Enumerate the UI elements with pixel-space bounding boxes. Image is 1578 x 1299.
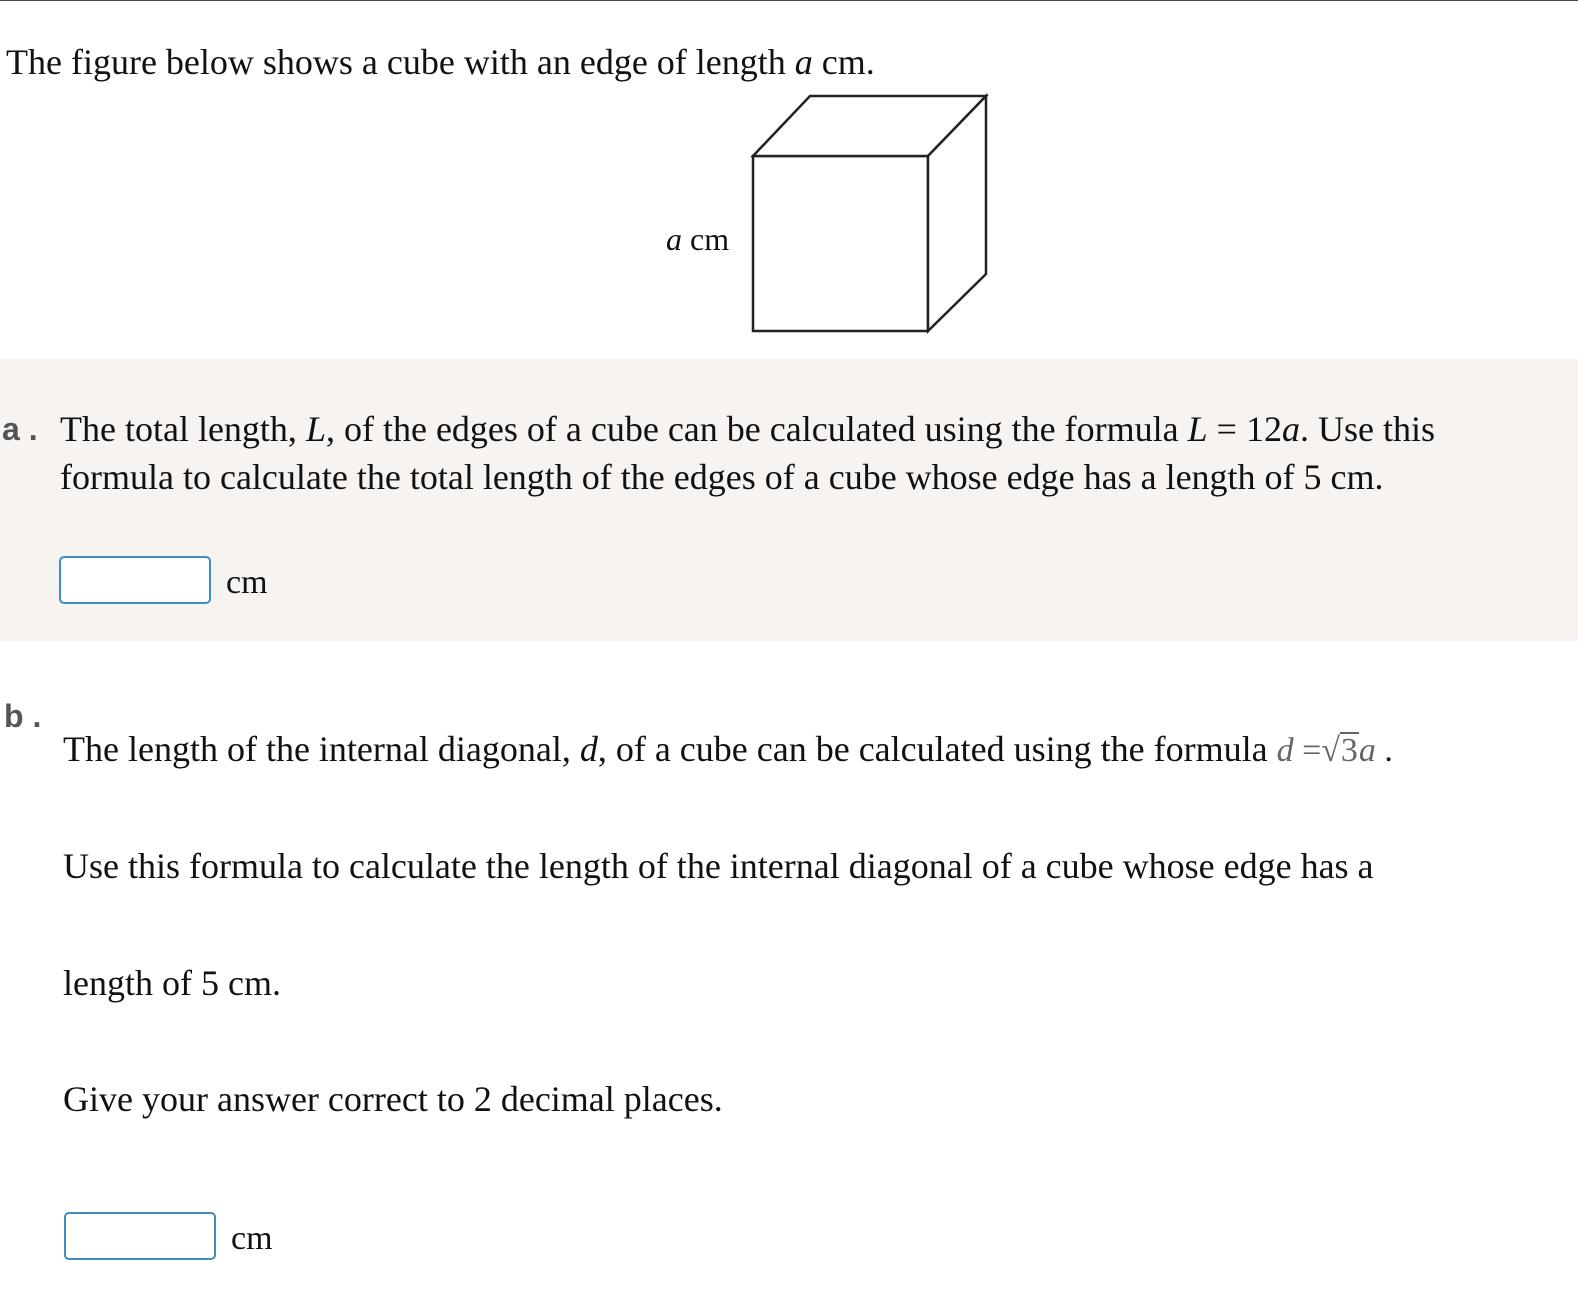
part-b-formula: [1277, 732, 1393, 769]
part-b-answer-input[interactable]: [64, 1212, 216, 1260]
part-a-line1-mid: , of the edges of a cube can be calculated using the formula: [325, 409, 1188, 449]
part-a-var-L: L: [305, 409, 326, 449]
top-rule: [0, 0, 1578, 1]
part-b-formula-a: a: [1358, 732, 1376, 769]
cube-edge-label: [666, 219, 729, 259]
part-b-line-1: [63, 727, 1393, 773]
sqrt-symbol: [1321, 729, 1359, 773]
part-b-unit: cm: [231, 1220, 273, 1257]
part-b-line1-mid: , of a cube can be calculated using the formula: [597, 729, 1277, 769]
cube-front-face: [753, 156, 928, 331]
part-a-question: [60, 405, 1570, 501]
part-b-line-2: Use this formula to calculate the length of the internal diagonal of a cube whose edge has a: [63, 846, 1374, 886]
intro-text: [6, 40, 875, 84]
intro-variable: a: [794, 42, 813, 82]
cube-edge-label-var: a: [666, 221, 682, 257]
cube-edge-label-unit: cm: [682, 221, 730, 257]
part-b-formula-end: .: [1375, 732, 1393, 769]
part-a-section: [0, 359, 1578, 641]
intro-suffix: cm.: [812, 42, 875, 82]
cube-figure: [660, 90, 1000, 340]
intro-prefix: The figure below shows a cube with an edge of length: [6, 42, 795, 82]
part-b-label: b .: [4, 698, 42, 734]
part-a-label: a .: [2, 411, 38, 447]
part-b-formula-d: d: [1276, 732, 1294, 769]
part-a-unit: cm: [226, 564, 268, 601]
part-a-formula-L: L: [1187, 409, 1208, 449]
part-a-formula-eq: = 12: [1207, 409, 1282, 449]
sqrt-radicand: 3: [1340, 732, 1358, 769]
part-a-formula-a: a: [1281, 409, 1300, 449]
part-a-line1-prefix: The total length,: [60, 409, 306, 449]
part-a-line-2: formula to calculate the total length of the edges of a cube whose edge has a length of 5 cm.: [60, 457, 1384, 497]
part-b-line1-prefix: The length of the internal diagonal,: [63, 729, 580, 769]
part-a-line-1: [60, 405, 1570, 453]
sqrt-radical: √: [1321, 732, 1340, 769]
part-a-line1-suffix: . Use this: [1299, 409, 1435, 449]
part-b-var-d: d: [579, 729, 598, 769]
part-a-answer-input[interactable]: [59, 556, 211, 604]
part-b-line-3: length of 5 cm.: [63, 963, 281, 1003]
part-b-formula-eq: =: [1293, 732, 1322, 769]
part-b-line-4: Give your answer correct to 2 decimal places.: [63, 1079, 723, 1119]
